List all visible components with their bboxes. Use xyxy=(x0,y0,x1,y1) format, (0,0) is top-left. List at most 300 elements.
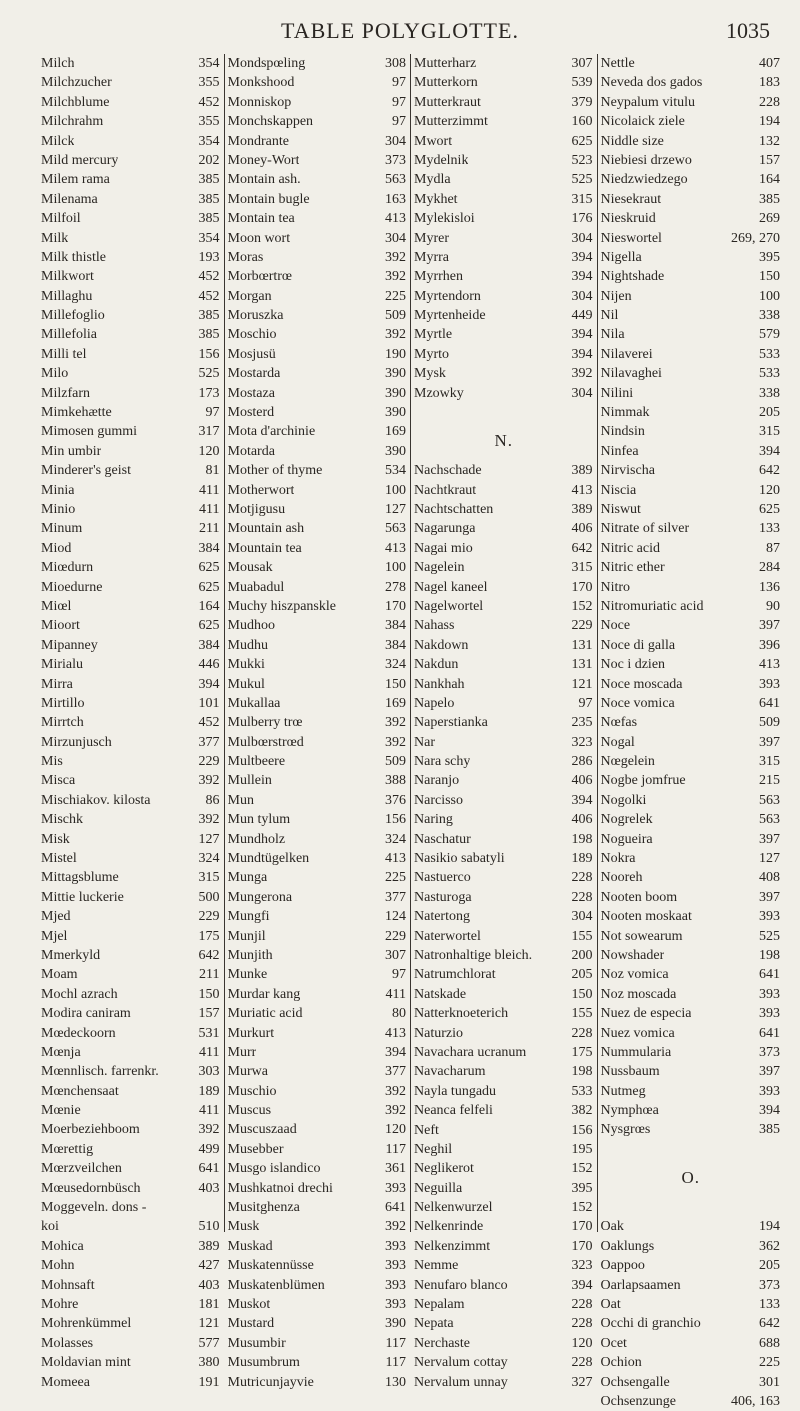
entry-term: Natterknoeterich xyxy=(414,1006,509,1022)
entry-term: Minderer's geist xyxy=(41,463,132,479)
index-entry xyxy=(38,927,224,946)
entry-term: Mydelnik xyxy=(414,152,469,168)
index-entry xyxy=(411,1121,597,1140)
entry-page-ref: 361 xyxy=(385,1161,406,1177)
section-letter: N. xyxy=(494,431,514,451)
entry-term: Niesekraut xyxy=(600,191,662,207)
entry-term: Nieskruid xyxy=(600,211,656,227)
index-entry xyxy=(38,578,224,597)
entry-term: Nowshader xyxy=(600,947,665,963)
entry-term: Musumbir xyxy=(227,1335,286,1351)
index-entry xyxy=(411,1295,597,1314)
entry-page-ref: 284 xyxy=(759,560,780,576)
index-entry xyxy=(38,1082,224,1101)
index-entry xyxy=(598,636,785,655)
entry-page-ref: 397 xyxy=(759,1064,780,1080)
entry-term: Munjith xyxy=(227,947,273,963)
entry-term: Neghil xyxy=(414,1141,453,1157)
entry-term: Nakdown xyxy=(414,637,469,653)
index-entry xyxy=(38,868,224,887)
entry-term: Niedzwiedzego xyxy=(600,172,688,188)
index-entry xyxy=(225,810,411,829)
index-entry xyxy=(598,694,785,713)
index-entry xyxy=(598,384,785,403)
entry-term: Nogolki xyxy=(600,792,647,808)
entry-page-ref: 193 xyxy=(198,249,220,265)
entry-page-ref: 413 xyxy=(759,657,780,673)
entry-term: Monniskop xyxy=(227,94,292,110)
entry-page-ref: 390 xyxy=(385,366,406,382)
entry-term: Mohre xyxy=(41,1297,79,1312)
index-entry xyxy=(225,519,411,538)
entry-page-ref: 100 xyxy=(385,482,406,498)
index-entry xyxy=(38,752,224,771)
index-entry xyxy=(598,190,785,209)
entry-term: Mohica xyxy=(41,1238,84,1254)
entry-page-ref: 397 xyxy=(759,734,780,750)
entry-term: Mutterharz xyxy=(414,56,477,71)
index-entry xyxy=(411,713,597,732)
entry-page-ref: 625 xyxy=(759,501,780,517)
index-entry xyxy=(411,1373,597,1392)
entry-page-ref: 499 xyxy=(198,1141,220,1157)
index-entry xyxy=(598,849,785,868)
entry-page-ref: 408 xyxy=(759,870,780,886)
entry-page-ref: 228 xyxy=(571,1025,593,1041)
entry-term: Myrer xyxy=(414,230,449,246)
entry-page-ref: 376 xyxy=(385,792,406,808)
index-entry xyxy=(225,1062,411,1081)
entry-term: Mysk xyxy=(414,366,446,382)
index-entry xyxy=(598,422,785,441)
entry-term: Mis xyxy=(41,754,63,770)
index-entry xyxy=(38,733,224,752)
entry-term: Mirra xyxy=(41,676,73,692)
entry-term: Nokra xyxy=(600,851,636,867)
entry-term: Nitrate of silver xyxy=(600,521,690,537)
entry-page-ref: 170 xyxy=(385,598,406,614)
entry-term: Muskot xyxy=(227,1297,271,1312)
index-entry xyxy=(38,694,224,713)
entry-term: Mochl azrach xyxy=(41,986,118,1002)
entry-page-ref: 413 xyxy=(385,1025,406,1041)
entry-term: Mipanney xyxy=(41,637,98,653)
index-entry xyxy=(411,810,597,829)
index-entry xyxy=(225,771,411,790)
entry-term: Noce xyxy=(600,618,631,634)
index-entry xyxy=(225,229,411,248)
index-column-3 xyxy=(411,54,598,1390)
index-entry xyxy=(411,965,597,984)
entry-page-ref: 394 xyxy=(571,327,593,343)
index-entry xyxy=(411,771,597,790)
entry-page-ref: 397 xyxy=(759,831,780,847)
index-entry xyxy=(598,1295,785,1314)
entry-term: Millaghu xyxy=(41,288,93,304)
index-entry xyxy=(598,461,785,480)
entry-term: Murr xyxy=(227,1044,257,1060)
index-columns xyxy=(38,54,784,1409)
entry-term: Nagelwortel xyxy=(414,598,484,614)
entry-page-ref: 389 xyxy=(198,1238,220,1254)
entry-term: Murwa xyxy=(227,1064,268,1080)
index-entry xyxy=(225,1256,411,1275)
entry-term: Murdar kang xyxy=(227,986,301,1002)
index-entry xyxy=(225,1314,411,1333)
entry-page-ref: 392 xyxy=(385,327,406,343)
index-entry xyxy=(598,93,785,112)
entry-page-ref: 170 xyxy=(571,1238,593,1254)
entry-page-ref: 392 xyxy=(198,773,220,789)
entry-term: Ocet xyxy=(600,1335,627,1351)
entry-page-ref: 120 xyxy=(385,1122,406,1138)
entry-page-ref: 397 xyxy=(759,618,780,634)
entry-page-ref: 394 xyxy=(571,269,593,285)
entry-term: Nagelein xyxy=(414,560,465,576)
index-entry xyxy=(225,636,411,655)
index-entry xyxy=(598,965,785,984)
entry-term: Nila xyxy=(600,327,625,343)
entry-term: Nitromuriatic acid xyxy=(600,598,704,614)
entry-page-ref: 324 xyxy=(198,851,220,867)
entry-page-ref: 411 xyxy=(199,501,220,517)
index-entry xyxy=(598,1392,785,1411)
index-entry xyxy=(38,771,224,790)
entry-page-ref: 373 xyxy=(759,1277,780,1293)
index-entry xyxy=(225,849,411,868)
index-entry xyxy=(411,325,597,344)
index-entry xyxy=(598,1198,785,1217)
entry-page-ref: 152 xyxy=(571,598,593,614)
entry-page-ref: 131 xyxy=(571,637,593,653)
index-entry xyxy=(411,597,597,616)
entry-page-ref: 228 xyxy=(571,1355,593,1371)
entry-page-ref: 393 xyxy=(385,1277,406,1293)
index-entry xyxy=(598,1004,785,1023)
entry-page-ref: 181 xyxy=(198,1297,220,1312)
entry-term: Napelo xyxy=(414,695,455,711)
entry-page-ref: 379 xyxy=(571,94,593,110)
index-entry xyxy=(225,306,411,325)
entry-term: Murkurt xyxy=(227,1025,275,1041)
entry-term: Muriatic acid xyxy=(227,1006,303,1022)
entry-term: Neanca felfeli xyxy=(414,1103,493,1119)
entry-page-ref: 377 xyxy=(198,734,220,750)
entry-term: Multbeere xyxy=(227,754,286,770)
index-entry xyxy=(38,1295,224,1314)
entry-term: Mœnnlisch. farrenkr. xyxy=(41,1064,159,1080)
entry-page-ref: 317 xyxy=(198,424,220,440)
index-entry xyxy=(411,54,597,73)
index-entry xyxy=(225,461,411,480)
index-entry xyxy=(411,1256,597,1275)
index-entry xyxy=(411,93,597,112)
index-entry xyxy=(38,597,224,616)
entry-term: Neguilla xyxy=(414,1180,463,1196)
index-entry xyxy=(225,733,411,752)
entry-term: Musitghenza xyxy=(227,1200,300,1216)
entry-page-ref: 117 xyxy=(385,1141,406,1157)
index-entry xyxy=(38,849,224,868)
index-entry xyxy=(225,1276,411,1295)
entry-term: Mukki xyxy=(227,657,265,673)
index-entry xyxy=(411,73,597,92)
entry-term: Noce moscada xyxy=(600,676,683,692)
entry-page-ref: 390 xyxy=(385,385,406,401)
entry-page-ref: 155 xyxy=(571,1006,593,1022)
index-entry xyxy=(411,733,597,752)
index-entry xyxy=(38,170,224,189)
index-column-1 xyxy=(38,54,225,1390)
index-entry xyxy=(598,946,785,965)
index-entry xyxy=(411,1004,597,1023)
entry-term: Nogrelek xyxy=(600,812,653,828)
entry-page-ref: 625 xyxy=(571,133,593,149)
index-entry xyxy=(598,616,785,635)
entry-term: Noz vomica xyxy=(600,967,669,983)
entry-page-ref: 413 xyxy=(385,540,406,556)
entry-page-ref: 539 xyxy=(571,75,593,91)
entry-term: Minum xyxy=(41,521,83,537)
entry-term: Nooten moskaat xyxy=(600,909,692,925)
entry-page-ref: 523 xyxy=(571,152,593,168)
entry-term: Nastuerco xyxy=(414,870,471,886)
entry-page-ref: 315 xyxy=(571,191,593,207)
index-entry xyxy=(225,1120,411,1139)
entry-page-ref: 393 xyxy=(759,909,780,925)
entry-page-ref: 97 xyxy=(392,94,406,110)
entry-page-ref: 411 xyxy=(199,482,220,498)
entry-page-ref: 194 xyxy=(759,114,780,130)
entry-page-ref: 324 xyxy=(385,831,406,847)
entry-page-ref: 304 xyxy=(571,288,593,304)
entry-term: Myrtenheide xyxy=(414,308,486,324)
entry-page-ref: 389 xyxy=(571,502,593,517)
entry-page-ref: 563 xyxy=(385,521,406,537)
entry-page-ref: 157 xyxy=(198,1006,220,1022)
index-entry xyxy=(38,325,224,344)
entry-page-ref: 625 xyxy=(198,579,220,595)
entry-page-ref: 393 xyxy=(759,1006,780,1022)
entry-term: Nettle xyxy=(600,56,635,71)
entry-page-ref: 392 xyxy=(385,269,406,285)
index-entry xyxy=(411,1062,597,1081)
entry-term: Mœusedornbüsch xyxy=(41,1180,141,1196)
index-entry xyxy=(225,946,411,965)
entry-term: Mondrante xyxy=(227,133,289,149)
entry-page-ref: 385 xyxy=(198,211,220,227)
entry-page-ref: 81 xyxy=(205,463,220,479)
entry-page-ref: 411 xyxy=(199,1103,220,1119)
index-entry xyxy=(598,170,785,189)
index-entry xyxy=(38,946,224,965)
entry-term: Nooten boom xyxy=(600,889,678,905)
index-entry xyxy=(225,170,411,189)
index-entry xyxy=(225,985,411,1004)
entry-term: Mota d'archinie xyxy=(227,424,316,440)
entry-term: Niddle size xyxy=(600,133,664,149)
index-entry xyxy=(598,267,785,286)
entry-page-ref: 194 xyxy=(759,1219,780,1235)
entry-page-ref: 641 xyxy=(759,967,780,983)
entry-page-ref: 229 xyxy=(571,618,593,634)
entry-term: Nuez vomica xyxy=(600,1025,675,1041)
index-entry xyxy=(225,132,411,151)
entry-term: Nagel kaneel xyxy=(414,579,488,595)
index-entry xyxy=(598,481,785,500)
entry-page-ref: 155 xyxy=(571,928,593,944)
entry-term: Milchrahm xyxy=(41,114,104,130)
entry-term: Mondspœling xyxy=(227,56,306,71)
index-entry xyxy=(38,442,224,461)
entry-page-ref: 392 xyxy=(198,1122,220,1138)
entry-term: Misk xyxy=(41,831,70,847)
entry-term: Nemme xyxy=(414,1258,459,1274)
entry-term: Motherwort xyxy=(227,482,295,498)
entry-page-ref: 394 xyxy=(571,792,593,808)
entry-term: Motarda xyxy=(227,443,275,459)
entry-page-ref: 534 xyxy=(385,463,406,479)
entry-page-ref: 407 xyxy=(759,56,780,71)
index-entry xyxy=(598,888,785,907)
entry-term: Montain ash. xyxy=(227,172,301,188)
entry-term: Mudhoo xyxy=(227,618,275,634)
entry-page-ref: 150 xyxy=(385,676,406,692)
index-entry xyxy=(225,384,411,403)
index-entry xyxy=(411,675,597,694)
entry-term: Mutricunjayvie xyxy=(227,1374,314,1390)
index-entry xyxy=(411,209,597,228)
entry-term: Nasturoga xyxy=(414,889,472,905)
entry-page-ref: 169 xyxy=(385,424,406,440)
entry-term: Muscuszaad xyxy=(227,1122,297,1138)
entry-page-ref: 393 xyxy=(385,1258,406,1274)
entry-term: Noc i dzien xyxy=(600,657,666,673)
index-entry xyxy=(411,364,597,383)
index-entry xyxy=(38,985,224,1004)
entry-term: Min umbir xyxy=(41,443,102,459)
index-entry xyxy=(225,1198,411,1217)
index-entry xyxy=(598,112,785,131)
index-entry xyxy=(411,151,597,170)
entry-page-ref: 301 xyxy=(759,1374,780,1390)
entry-page-ref: 392 xyxy=(385,715,406,731)
index-entry xyxy=(598,500,785,519)
index-entry xyxy=(38,888,224,907)
entry-page-ref: 394 xyxy=(759,1103,780,1119)
entry-page-ref: 228 xyxy=(571,1297,593,1313)
index-entry xyxy=(411,539,597,558)
index-entry xyxy=(598,306,785,325)
entry-term: Miod xyxy=(41,540,72,556)
entry-page-ref: 452 xyxy=(198,715,220,731)
index-entry xyxy=(598,229,785,248)
index-entry xyxy=(225,54,411,73)
entry-term: Nitric ether xyxy=(600,560,665,576)
entry-term: Milchzucher xyxy=(41,75,112,91)
entry-term: Milchblume xyxy=(41,94,110,110)
entry-page-ref: 229 xyxy=(198,909,220,925)
entry-term: Naschatur xyxy=(414,831,471,847)
index-entry xyxy=(225,655,411,674)
index-entry xyxy=(225,1004,411,1023)
entry-page-ref: 385 xyxy=(759,191,780,207)
entry-term: Mjed xyxy=(41,909,71,925)
index-entry xyxy=(38,422,224,441)
entry-term: Mukallaa xyxy=(227,695,281,711)
entry-term: Nœgelein xyxy=(600,754,655,770)
index-entry xyxy=(38,248,224,267)
entry-term: Nogueira xyxy=(600,831,653,847)
entry-term: Mousak xyxy=(227,560,273,576)
entry-term: Nicolaick ziele xyxy=(600,114,685,130)
index-entry xyxy=(411,694,597,713)
entry-page-ref: 97 xyxy=(392,114,406,130)
entry-page-ref: 323 xyxy=(571,1258,593,1274)
index-entry xyxy=(411,1024,597,1043)
entry-term: Muskad xyxy=(227,1238,273,1254)
index-entry xyxy=(225,364,411,383)
entry-page-ref: 90 xyxy=(766,598,780,614)
entry-page-ref: 132 xyxy=(759,133,780,149)
entry-term: Occhi di granchio xyxy=(600,1316,701,1332)
index-entry xyxy=(38,1198,224,1217)
entry-term: Nussbaum xyxy=(600,1064,660,1080)
entry-page-ref: 393 xyxy=(385,1297,406,1312)
entry-term: Nilini xyxy=(600,385,634,401)
index-entry xyxy=(598,539,785,558)
entry-page-ref: 156 xyxy=(198,346,220,362)
index-entry xyxy=(598,209,785,228)
entry-page-ref: 452 xyxy=(198,94,220,110)
entry-page-ref: 500 xyxy=(198,889,220,905)
entry-term: Mœnja xyxy=(41,1044,81,1060)
index-entry xyxy=(598,151,785,170)
entry-term: Mohnsaft xyxy=(41,1277,95,1293)
entry-page-ref: 211 xyxy=(199,967,220,983)
entry-term: Nogbe jomfrue xyxy=(600,773,686,789)
entry-term: Musgo islandico xyxy=(227,1161,321,1177)
entry-page-ref: 525 xyxy=(759,928,780,944)
entry-page-ref: 169 xyxy=(385,695,406,711)
entry-page-ref: 393 xyxy=(759,986,780,1002)
entry-page-ref: 406 xyxy=(571,773,593,789)
index-entry xyxy=(598,771,785,790)
index-entry xyxy=(38,1159,224,1178)
entry-page-ref: 175 xyxy=(571,1044,593,1060)
entry-page-ref: 406 xyxy=(571,812,593,828)
entry-term: Nelkenwurzel xyxy=(414,1200,493,1216)
index-entry xyxy=(38,1217,224,1236)
index-entry xyxy=(225,325,411,344)
entry-term: Nakdun xyxy=(414,657,459,673)
entry-term: Munke xyxy=(227,967,268,983)
index-entry xyxy=(598,1237,785,1256)
index-entry xyxy=(38,519,224,538)
entry-term: Moam xyxy=(41,967,78,983)
entry-page-ref: 563 xyxy=(759,792,780,808)
index-entry xyxy=(225,1140,411,1159)
entry-page-ref: 202 xyxy=(198,152,220,168)
entry-page-ref: 385 xyxy=(198,172,220,188)
index-entry xyxy=(598,325,785,344)
entry-term: Nieswortel xyxy=(600,230,662,246)
index-entry xyxy=(38,1334,224,1353)
index-entry xyxy=(38,209,224,228)
entry-term: Moggeveln. dons - xyxy=(41,1200,147,1216)
entry-page-ref: 205 xyxy=(759,405,780,421)
entry-page-ref: 382 xyxy=(571,1103,593,1119)
